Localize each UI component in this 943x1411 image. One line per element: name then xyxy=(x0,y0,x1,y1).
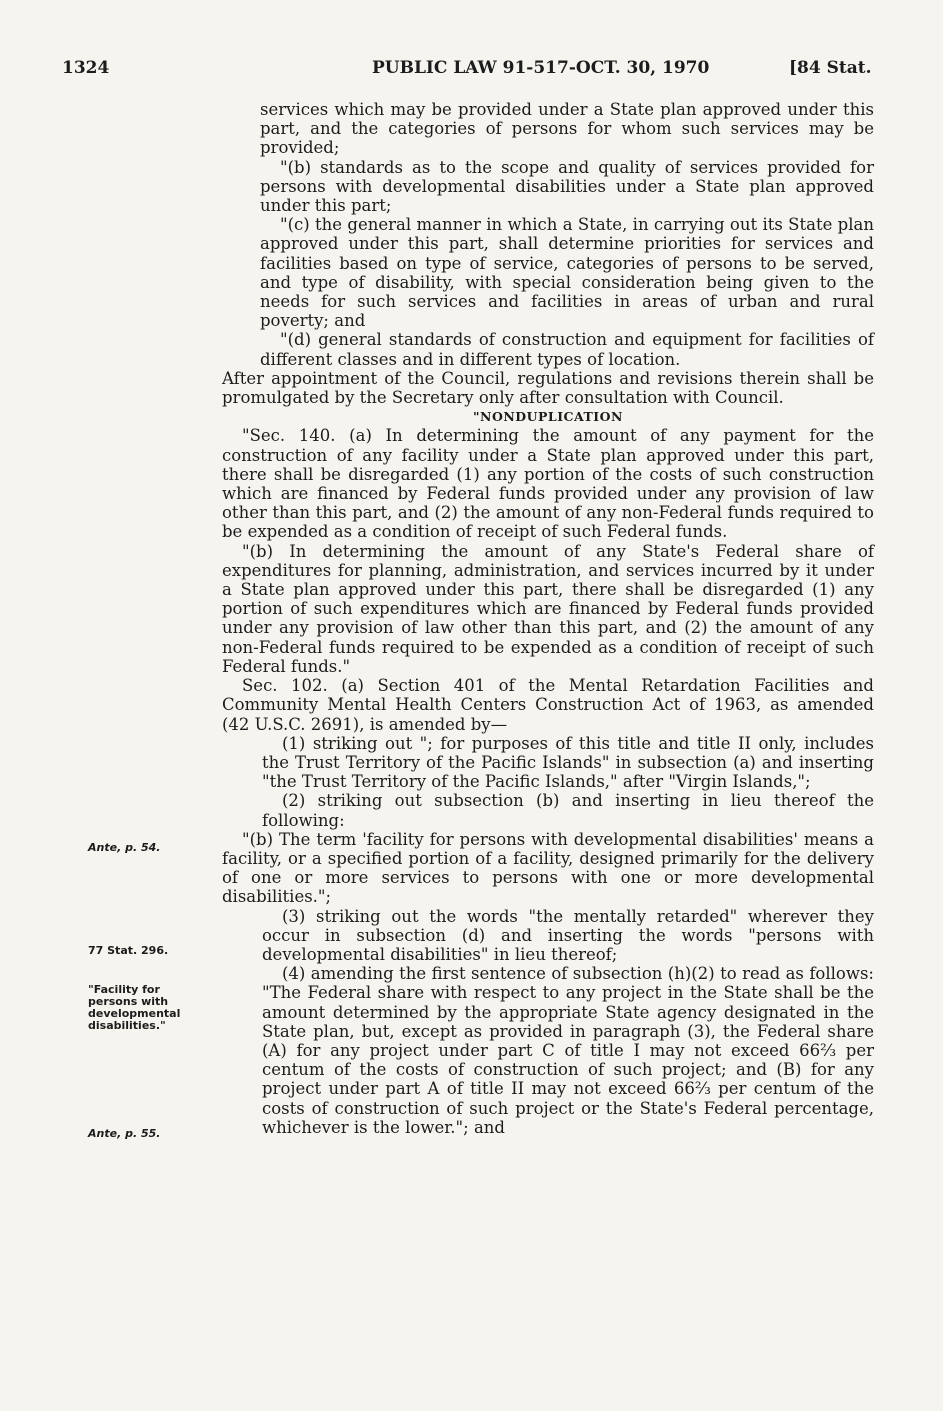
margin-note-ante-55: Ante, p. 55. xyxy=(88,1127,161,1140)
margin-note-77-stat: 77 Stat. 296. xyxy=(88,944,169,957)
paragraph: "(b) standards as to the scope and quality of services provided for persons with developmental disabilities under a State plan approved under this part; xyxy=(260,157,874,216)
body-text xyxy=(222,100,874,1137)
paragraph: (4) amending the first sentence of subsection (h)(2) to read as follows: "The Federal share with respect to any project in the State shall be the amount determined by the appropriate State agency designated in the State plan, but, except as provided in paragraph (3), the Federal share (A) for any project under part C of title I may not exceed 66⅔ per centum of the costs of construction of such project; and (B) for any project under part A of title II may not exceed 66⅔ per centum of the costs of construction of such project or the State's Federal percentage, whichever is the lower."; and xyxy=(262,964,874,1137)
paragraph: services which may be provided under a State plan approved under this part, and the categories of persons for whom such services may be provided; xyxy=(260,100,874,158)
statute-volume: [84 Stat. xyxy=(789,58,872,78)
running-title: PUBLIC LAW 91-517-OCT. 30, 1970 xyxy=(372,58,710,78)
paragraph: "(b) In determining the amount of any State's Federal share of expenditures for planning, administration, and services incurred by it under a State plan approved under this part, there shall be disregarded (1) any portion of such expenditures which are financed by Federal funds provided under any provision of law other than this part, and (2) the amount of any non-Federal funds required to be expended as a condition of receipt of such Federal funds." xyxy=(222,541,874,676)
paragraph: (1) striking out "; for purposes of this title and title II only, includes the Trust Territory of the Pacific Islands" in subsection (a) and inserting "the Trust Territory of the Pacific Islands," after "Virgin Islands,"; xyxy=(262,733,874,792)
paragraph: Sec. 102. (a) Section 401 of the Mental Retardation Facilities and Community Mental Health Centers Construction Act of 1963, as amended (42 U.S.C. 2691), is amended by— xyxy=(222,676,874,734)
paragraph: "(c) the general manner in which a State, in carrying out its State plan approved under this part, shall determine priorities for services and facilities based on type of service, categories of persons to be served, and type of disability, with special consideration being given to the needs for such services and facilities in areas of urban and rural poverty; and xyxy=(260,215,874,331)
paragraph: "(d) general standards of construction and equipment for facilities of different classes and in different types of location. xyxy=(260,330,874,369)
page-number: 1324 xyxy=(62,58,110,78)
margin-note-facility-definition: "Facility for persons with developmental disabilities." xyxy=(88,983,181,1032)
paragraph: (3) striking out the words "the mentally retarded" wherever they occur in subsection (d) and inserting the words "persons with developmental disabilities" in lieu thereof; xyxy=(262,906,874,964)
margin-note-ante-54: Ante, p. 54. xyxy=(88,841,161,854)
paragraph: "Sec. 140. (a) In determining the amount of any payment for the construction of any facility under a State plan approved under this part, there shall be disregarded (1) any portion of the costs of such construction which are financed by Federal funds provided under any provision of law other than this part, and (2) the amount of any non-Federal funds required to be expended as a condition of receipt of such Federal funds. xyxy=(222,426,874,542)
paragraph: "(b) The term 'facility for persons with developmental disabilities' means a facility, or a specified portion of a facility, designed primarily for the delivery of one or more services to persons with one or more developmental disabilities."; xyxy=(222,829,874,907)
section-heading: "NONDUPLICATION xyxy=(473,409,623,425)
paragraph: (2) striking out subsection (b) and inserting in lieu thereof the following: xyxy=(262,791,874,830)
paragraph: After appointment of the Council, regulations and revisions therein shall be promulgated by the Secretary only after consultation with Council. xyxy=(222,368,874,408)
